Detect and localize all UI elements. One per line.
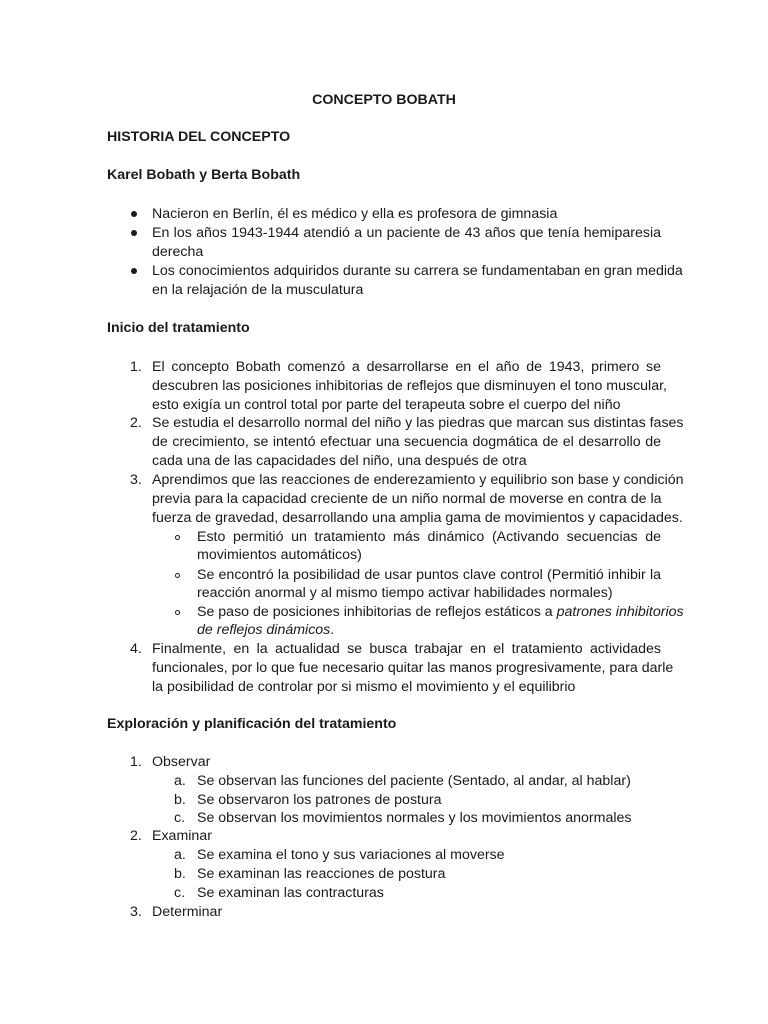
sub-letter: c. <box>174 810 186 826</box>
circle-bullet-icon <box>175 573 180 578</box>
bullet-2-line-2: derecha <box>152 244 204 260</box>
sub-bullet-3-line-1: Se paso de posiciones inhibitorias de reflejos estáticos a patrones inhibitorios <box>197 604 684 620</box>
start-item-2-line-1: Se estudia el desarrollo normal del niño y las piedras que marcan sus distintas fases <box>152 415 684 431</box>
start-item-4-line-1: Finalmente, en la actualidad se busca trabajar en el tratamiento actividades <box>152 641 661 657</box>
start-item-3-line-1: Aprendimos que las reacciones de enderezamiento y equilibrio son base y condición <box>152 472 684 488</box>
sub-bullet-3-line-2: de reflejos dinámicos. <box>197 622 335 638</box>
step-2-sub-a: Se examina el tono y sus variaciones al moverse <box>197 847 505 863</box>
start-item-1-line-3: esto exigía un control total por parte del terapeuta sobre el cuerpo del niño <box>152 397 621 413</box>
sub-bullet-2-line-1: Se encontró la posibilidad de usar puntos clave control (Permitió inhibir la <box>197 567 661 583</box>
sub-letter: b. <box>174 792 186 808</box>
bullet-3-line-1: Los conocimientos adquiridos durante su carrera se fundamentaban en gran medida <box>152 263 683 279</box>
sub-bullet-1-line-1: Esto permitió un tratamiento más dinámico (Activando secuencias de <box>197 529 661 545</box>
exploration-heading: Exploración y planificación del tratamiento <box>107 716 397 732</box>
start-item-2-line-3: cada una de las capacidades del niño, una después de otra <box>152 453 527 469</box>
sub-bullet-1-line-2: movimientos automáticos) <box>197 547 362 563</box>
item-number: 1. <box>130 359 142 375</box>
circle-bullet-icon <box>175 535 180 540</box>
history-heading: HISTORIA DEL CONCEPTO <box>107 129 291 145</box>
step-label-determinar: Determinar <box>152 904 223 920</box>
bullet-icon <box>131 211 137 217</box>
step-number: 2. <box>130 828 142 844</box>
start-item-3-line-2: previa para la capacidad creciente de un niño normal de moverse en contra de la <box>152 491 662 507</box>
sub-bullet-2-line-2: reacción anormal y al mismo tiempo activar habilidades normales) <box>197 585 613 601</box>
sub-letter: c. <box>174 885 186 901</box>
step-label-examinar: Examinar <box>152 828 212 844</box>
step-1-sub-c: Se observan los movimientos normales y los movimientos anormales <box>197 810 632 826</box>
start-item-1-line-1: El concepto Bobath comenzó a desarrollarse en el año de 1943, primero se <box>152 359 661 375</box>
start-item-3-line-3: fuerza de gravedad, desarrollando una amplia gama de movimientos y capacidades. <box>152 510 683 526</box>
step-2-sub-b: Se examinan las reacciones de postura <box>197 866 446 882</box>
start-item-4-line-3: la posibilidad de controlar por si mismo el movimiento y el equilibrio <box>152 679 576 695</box>
bullet-icon <box>131 230 137 236</box>
sub-letter: a. <box>174 847 186 863</box>
bullet-icon <box>131 268 137 274</box>
step-number: 1. <box>130 754 142 770</box>
people-heading: Karel Bobath y Berta Bobath <box>107 167 301 183</box>
bullet-3-line-2: en la relajación de la musculatura <box>152 282 364 298</box>
step-label-observar: Observar <box>152 754 211 770</box>
sub-letter: b. <box>174 866 186 882</box>
circle-bullet-icon <box>175 610 180 615</box>
start-item-4-line-2: funcionales, por lo que fue necesario quitar las manos progresivamente, para darle <box>152 660 674 676</box>
step-number: 3. <box>130 904 142 920</box>
step-1-sub-a: Se observan las funciones del paciente (Sentado, al andar, al hablar) <box>197 773 631 789</box>
bullet-2-line-1: En los años 1943-1944 atendió a un paciente de 43 años que tenía hemiparesia <box>152 225 661 241</box>
document-title: CONCEPTO BOBATH <box>312 92 456 108</box>
step-1-sub-b: Se observaron los patrones de postura <box>197 792 442 808</box>
start-item-2-line-2: de crecimiento, se intentó efectuar una secuencia dogmática de el desarrollo de <box>152 434 661 450</box>
start-item-1-line-2: descubren las posiciones inhibitorias de reflejos que disminuyen el tono muscular, <box>152 378 667 394</box>
item-number: 2. <box>130 415 142 431</box>
bullet-1-line-1: Nacieron en Berlín, él es médico y ella es profesora de gimnasia <box>152 206 558 222</box>
item-number: 3. <box>130 472 142 488</box>
sub-letter: a. <box>174 773 186 789</box>
item-number: 4. <box>130 641 142 657</box>
step-2-sub-c: Se examinan las contracturas <box>197 885 384 901</box>
start-heading: Inicio del tratamiento <box>107 320 250 336</box>
